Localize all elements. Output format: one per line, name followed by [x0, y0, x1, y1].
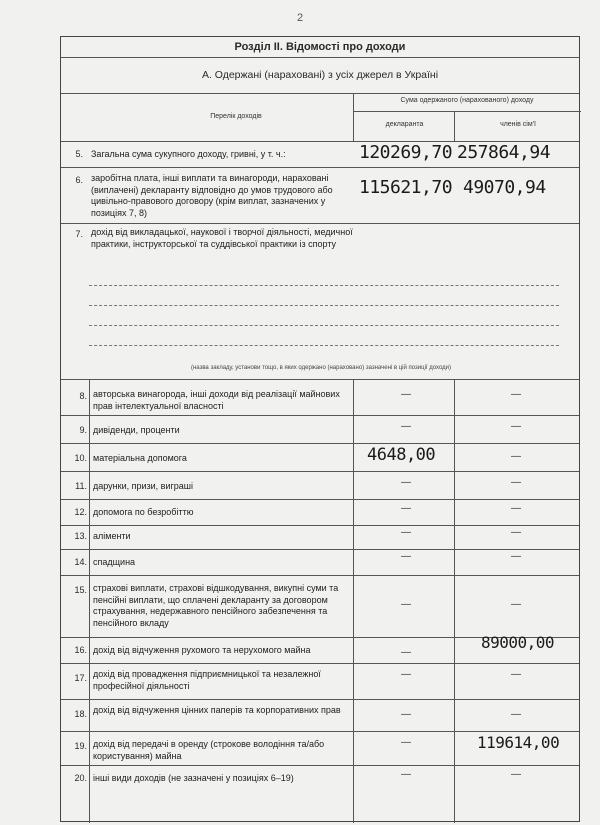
row-label: спадщина [93, 557, 136, 567]
row-number: 13. [74, 531, 87, 541]
declarant-amount: — [401, 389, 411, 400]
divider [61, 731, 579, 732]
fill-line [89, 325, 559, 326]
declarant-amount: — [401, 769, 411, 780]
row-label: заробітна плата, інші виплати та винагороди, нараховані (виплачені) декларанту відповідно до умов трудового або цивільно-правового договору (крім виплат, зазначених у позиціях 7, 8) [91, 173, 333, 218]
amount-header: Сума одержаного (нарахованого) доходу [400, 97, 534, 104]
family-amount: — [511, 503, 521, 514]
subsection-title: А. Одержані (нараховані) з усіх джерел в Україні [201, 69, 439, 81]
family-amount: — [511, 709, 521, 720]
family-amount: — [511, 599, 521, 610]
row-label: дохід від відчуження рухомого та нерухомого майна [93, 645, 311, 655]
row-label: Загальна сума сукупного доходу, гривні, у т. ч.: [91, 149, 286, 159]
row-label: страхові виплати, страхові відшкодування, викупні суми та пенсійні виплати, що сплачені декларанту за договором страхування, недержавного пенсійного забезпечення та пенсійного вкладу [93, 583, 339, 628]
row-number: 16. [74, 645, 87, 655]
declarant-amount: — [401, 647, 411, 658]
page-number: 2 [296, 12, 304, 24]
declarant-header: декларанта [385, 121, 424, 128]
row-number: 5. [75, 149, 83, 159]
divider [61, 379, 579, 380]
row-label: авторська винагорода, інші доходи від реалізації майнових прав інтелектуальної власності [93, 389, 340, 411]
fill-line [89, 345, 559, 346]
declarant-amount: — [401, 477, 411, 488]
family-amount: 257864,94 [457, 142, 551, 163]
family-header: членів сім'ї [500, 121, 536, 128]
declarant-amount: — [401, 669, 411, 680]
column-divider [353, 93, 354, 141]
declarant-amount: — [401, 527, 411, 538]
divider [61, 443, 579, 444]
family-amount: — [511, 389, 521, 400]
divider [61, 499, 579, 500]
divider [61, 167, 579, 168]
income-form [60, 36, 580, 822]
row-label: інші види доходів (не зазначені у позиціях 6–19) [93, 773, 294, 783]
family-amount: — [511, 527, 521, 538]
row-number: 18. [74, 709, 87, 719]
family-amount: — [511, 451, 521, 462]
family-amount: 89000,00 [481, 633, 555, 652]
divider [61, 663, 579, 664]
row-label: дохід від відчуження цінних паперів та корпоративних прав [93, 705, 341, 715]
row7-caption: (назва закладу, установи тощо, в яких одержано (нараховано) зазначені в цій позиції доходи) [190, 365, 452, 371]
divider [61, 57, 579, 58]
row-number: 11. [75, 481, 87, 491]
divider [61, 525, 579, 526]
declarant-amount: — [401, 551, 411, 562]
fill-line [89, 285, 559, 286]
row-label: допомога по безробіттю [93, 507, 194, 517]
declarant-amount: 120269,70 [359, 142, 453, 163]
column-divider [89, 379, 90, 823]
divider [353, 111, 581, 112]
family-amount: — [511, 477, 521, 488]
divider [61, 575, 579, 576]
row-number: 15. [74, 585, 87, 595]
declarant-amount: — [401, 737, 411, 748]
family-amount: — [511, 421, 521, 432]
declarant-amount: — [401, 709, 411, 720]
divider [61, 549, 579, 550]
column-divider [454, 379, 455, 823]
divider [61, 223, 579, 224]
row-label: дохід від передачі в оренду (строкове володіння та/або користування) майна [93, 739, 325, 761]
row-number: 12. [74, 507, 87, 517]
declarant-amount: — [401, 503, 411, 514]
section-title: Розділ ІІ. Відомості про доходи [234, 41, 406, 53]
family-amount: — [511, 551, 521, 562]
income-list-header: Перелік доходів [210, 113, 262, 120]
divider [61, 699, 579, 700]
declarant-amount: — [401, 421, 411, 432]
declarant-amount: — [401, 599, 411, 610]
row-label: дохід від викладацької, наукової і творчої діяльності, медичної практики, інструкторської та суддівської практики із спорту [91, 227, 353, 249]
row-number: 8. [79, 391, 87, 401]
divider [61, 471, 579, 472]
row-label: дарунки, призи, виграші [93, 481, 193, 491]
row-label: аліменти [93, 531, 131, 541]
row-number: 14. [74, 557, 87, 567]
row-number: 20. [74, 773, 87, 783]
fill-line [89, 305, 559, 306]
row-number: 19. [74, 741, 87, 751]
row-number: 10. [74, 453, 87, 463]
family-amount: 119614,00 [477, 733, 560, 752]
row-number: 6. [75, 175, 83, 185]
row-label: дивіденди, проценти [93, 425, 180, 435]
divider [61, 415, 579, 416]
family-amount: — [511, 669, 521, 680]
row-number: 7. [75, 229, 83, 239]
row-label: матеріальна допомога [93, 453, 187, 463]
declarant-amount: 4648,00 [367, 445, 436, 465]
family-amount: 49070,94 [463, 177, 546, 198]
divider [61, 765, 579, 766]
row-number: 17. [74, 673, 87, 683]
column-divider [454, 111, 455, 141]
declarant-amount: 115621,70 [359, 177, 453, 198]
column-divider [353, 379, 354, 823]
divider [61, 93, 579, 94]
row-number: 9. [79, 425, 87, 435]
row-label: дохід від провадження підприємницької та незалежної професійної діяльності [93, 669, 321, 691]
family-amount: — [511, 769, 521, 780]
